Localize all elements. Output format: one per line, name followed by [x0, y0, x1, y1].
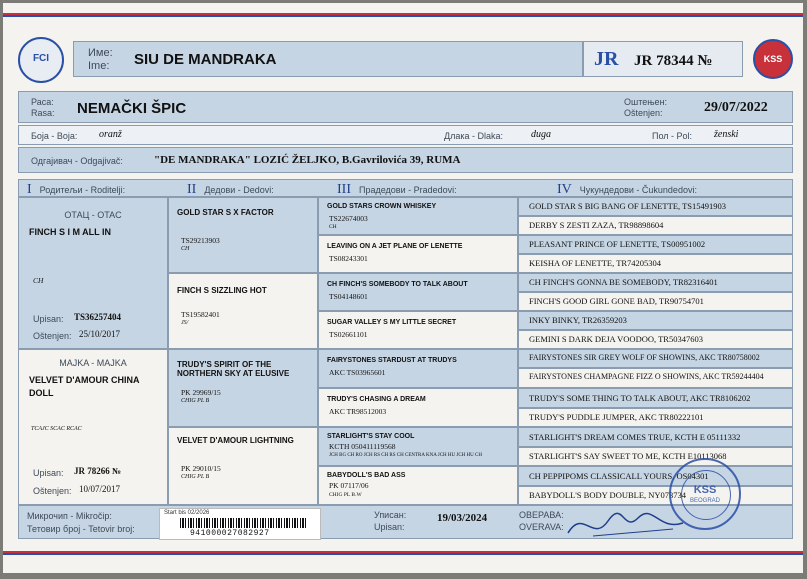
coat-value: duga	[531, 129, 551, 140]
sire-cell	[18, 197, 168, 349]
grandparent-note: JS/	[181, 320, 189, 326]
great-great-grandparent-row: FINCH'S GOOD GIRL GONE BAD, TR90754701	[518, 292, 793, 311]
name-label-cyr: Име:	[88, 47, 113, 59]
breed-row	[18, 91, 793, 123]
grandparent-name: FINCH S SIZZLING HOT	[177, 286, 267, 295]
sire-whelped-label: Oštenjen:	[33, 331, 72, 341]
official-stamp	[669, 458, 741, 530]
jr-box	[583, 41, 743, 77]
breeder-row	[18, 147, 793, 173]
gen-i-header: I Родитељи - Roditelji:	[27, 182, 126, 197]
tricolor-stripe-top	[3, 13, 803, 19]
great-great-grandparent-row: TRUDY'S SOME THING TO TALK ABOUT, AKC TR8106202	[518, 388, 793, 408]
great-grandparent-name: LEAVING ON A JET PLANE OF LENETTE	[327, 243, 463, 250]
grandparent-cell	[168, 349, 318, 427]
whelped-label-lat: Oštenjen:	[624, 108, 663, 118]
great-grandparent-name: CH FINCH'S SOMEBODY TO TALK ABOUT	[327, 281, 468, 288]
great-grandparent-cell	[318, 349, 518, 388]
microchip-label: Микрочип - Mikročip:	[27, 511, 112, 521]
great-grandparent-name: STARLIGHT'S STAY COOL	[327, 433, 415, 440]
sire-name: FINCH S I M ALL IN	[29, 227, 111, 237]
registered-label-lat: Upisan:	[374, 522, 405, 532]
dam-whelped: 10/07/2017	[79, 484, 121, 494]
breed-label-cyr: Раса:	[31, 97, 54, 107]
great-grandparent-name: GOLD STARS CROWN WHISKEY	[327, 203, 437, 210]
great-grandparent-reg: TS04148601	[329, 292, 368, 301]
sire-note: CH	[33, 276, 44, 285]
great-great-grandparent-row: GOLD STAR S BIG BANG OF LENETTE, TS15491903	[518, 197, 793, 216]
breeder-value: "DE MANDRAKA" LOZIĆ ŽELJKO, B.Gavrilovića 39, RUMA	[154, 154, 461, 166]
name-label-lat: Ime:	[88, 60, 110, 72]
great-grandparent-note: CHIG PL B.W	[329, 492, 362, 498]
great-great-grandparent-row: STARLIGHT'S SAY SWEET TO ME, KCTH E10113068	[518, 447, 793, 466]
breeder-label: Одгајивач - Odgajivač:	[31, 156, 123, 166]
sticker-top: Start bis 02/2026	[164, 510, 210, 516]
great-grandparent-name: BABYDOLL'S BAD ASS	[327, 472, 406, 479]
great-grandparent-reg: TS08243301	[329, 254, 368, 263]
grandparent-name: VELVET D'AMOUR LIGHTNING	[177, 436, 294, 445]
grandparent-reg: PK 29969/15	[181, 388, 221, 397]
great-grandparent-reg: AKC TS03965601	[329, 368, 386, 377]
great-grandparent-cell	[318, 427, 518, 466]
sire-whelped: 25/10/2017	[79, 329, 121, 339]
microchip-sticker	[159, 508, 321, 540]
breed-label-lat: Rasa:	[31, 108, 55, 118]
kss-logo-text: KSS	[763, 54, 783, 64]
dam-role: MAJKA - MAJKA	[59, 358, 127, 368]
barcode	[180, 518, 308, 528]
registered-value: 19/03/2024	[437, 512, 488, 524]
grandparent-reg: TS19582401	[181, 310, 220, 319]
great-grandparent-cell	[318, 388, 518, 427]
sticker-number: 941000027082927	[190, 529, 270, 538]
great-grandparent-cell	[318, 235, 518, 273]
dam-whelped-label: Oštenjen:	[33, 486, 72, 496]
gen-iii-header: III Прадедови - Pradedovi:	[337, 182, 457, 197]
dam-reg: JR 78266 №	[74, 466, 122, 476]
great-great-grandparent-row: FAIRYSTONES SIR GREY WOLF OF SHOWINS, AKC TR80758002	[518, 349, 793, 368]
jr-number: JR 78344 №	[634, 53, 713, 69]
great-great-grandparent-row: PLEASANT PRINCE OF LENETTE, TS00951002	[518, 235, 793, 254]
great-grandparent-reg: AKC TR98512003	[329, 407, 387, 416]
great-great-grandparent-row: DERBY S ZESTI ZAZA, TR98898604	[518, 216, 793, 235]
grandparent-name: GOLD STAR S X FACTOR	[177, 208, 274, 217]
sex-value: ženski	[714, 129, 739, 140]
sex-label: Пол - Pol:	[652, 131, 693, 141]
great-great-grandparent-row: GEMINI S DARK DEJA VOODOO, TR50347603	[518, 330, 793, 349]
coat-label: Длака - Dlaka:	[444, 131, 504, 141]
sire-role: ОТАЦ - OTAC	[64, 210, 122, 220]
great-grandparent-note: JCH BG CH RO JCH RS CH RS CH CENTRA KNA JCH HU JCH HU CH	[329, 453, 482, 458]
sire-reg-label: Upisan:	[33, 314, 64, 324]
great-grandparent-reg: TS22674003	[329, 214, 368, 223]
dam-reg-label: Upisan:	[33, 468, 64, 478]
tricolor-stripe-bottom	[3, 551, 803, 557]
great-great-grandparent-row: BABYDOLL'S BODY DOUBLE, NY073734	[518, 486, 793, 505]
color-label: Боја - Boja:	[31, 131, 78, 141]
grandparent-note: CHIG PL B	[181, 398, 210, 404]
pedigree-certificate	[3, 3, 803, 573]
great-great-grandparent-row: FAIRYSTONES CHAMPAGNE FIZZ O SHOWINS, AKC TR59244404	[518, 368, 793, 388]
whelped-value: 29/07/2022	[704, 100, 768, 115]
great-great-grandparent-row: CH PEPPIPOMS CLASSICALL YOURS, OS04301	[518, 466, 793, 486]
great-grandparent-reg: KCTH 050411119568	[329, 442, 396, 451]
great-great-grandparent-row: CH FINCH'S GONNA BE SOMEBODY, TR82316401	[518, 273, 793, 292]
gen-ii-header: II Дедови - Dedovi:	[187, 182, 274, 197]
name-box	[73, 41, 583, 77]
great-grandparent-name: SUGAR VALLEY S MY LITTLE SECRET	[327, 319, 457, 326]
whelped-label-cyr: Оштењен:	[624, 97, 668, 107]
dam-name: VELVET D'AMOUR CHINA DOLL	[29, 375, 140, 398]
great-great-grandparent-row: INKY BINKY, TR26359203	[518, 311, 793, 330]
generation-header	[18, 179, 793, 197]
fci-logo-text: FCI	[32, 53, 50, 64]
tattoo-label: Тетовир број - Tetovir broj:	[27, 524, 135, 534]
breed-value: NEMAČKI ŠPIC	[77, 100, 187, 117]
great-great-grandparent-row: STARLIGHT'S DREAM COMES TRUE, KCTH E 05111332	[518, 427, 793, 447]
great-great-grandparent-row: TRUDY'S PUDDLE JUMPER, AKC TR80222101	[518, 408, 793, 427]
grandparent-note: CH	[181, 246, 190, 252]
great-grandparent-name: TRUDY'S CHASING A DREAM	[327, 396, 426, 403]
great-grandparent-cell	[318, 311, 518, 349]
grandparent-note: CHIG PL B	[181, 474, 210, 480]
fci-logo	[18, 37, 64, 83]
dam-note: TCAJC SCAC RCAC	[31, 426, 82, 432]
great-grandparent-reg: PK 07117/06	[329, 481, 369, 490]
great-grandparent-name: FAIRYSTONES STARDUST AT TRUDYS	[327, 357, 457, 364]
grandparent-reg: TS29213903	[181, 236, 220, 245]
sire-reg: TS36257404	[74, 312, 122, 322]
stamp-text: KSS	[693, 484, 717, 496]
stamp-city: BEOGRAD	[689, 498, 720, 504]
color-value: oranž	[99, 129, 122, 140]
great-grandparent-cell	[318, 466, 518, 505]
great-grandparent-reg: TS02661101	[329, 330, 368, 339]
kss-logo	[753, 39, 793, 79]
dog-name: SIU DE MANDRAKA	[134, 51, 277, 68]
verified-label-cyr: ОВЕРАВА:	[519, 510, 564, 520]
attributes-row	[18, 125, 793, 145]
great-grandparent-cell	[318, 273, 518, 311]
grandparent-cell	[168, 197, 318, 273]
great-grandparent-cell	[318, 197, 518, 235]
great-great-grandparent-row: KEISHA OF LENETTE, TR74205304	[518, 254, 793, 273]
verified-label-lat: OVERAVA:	[519, 522, 564, 532]
grandparent-cell	[168, 427, 318, 505]
gen-iv-header: IV Чукундедови - Čukundedovi:	[557, 182, 697, 197]
registered-label-cyr: Уписан:	[374, 510, 407, 520]
grandparent-reg: PK 29010/15	[181, 464, 221, 473]
dam-cell	[18, 349, 168, 505]
great-grandparent-note: CH	[329, 224, 337, 230]
jr-prefix: JR	[594, 48, 619, 70]
grandparent-cell	[168, 273, 318, 349]
grandparent-name: TRUDY'S SPIRIT OF THE NORTHERN SKY AT ELUSIVE	[177, 360, 290, 378]
